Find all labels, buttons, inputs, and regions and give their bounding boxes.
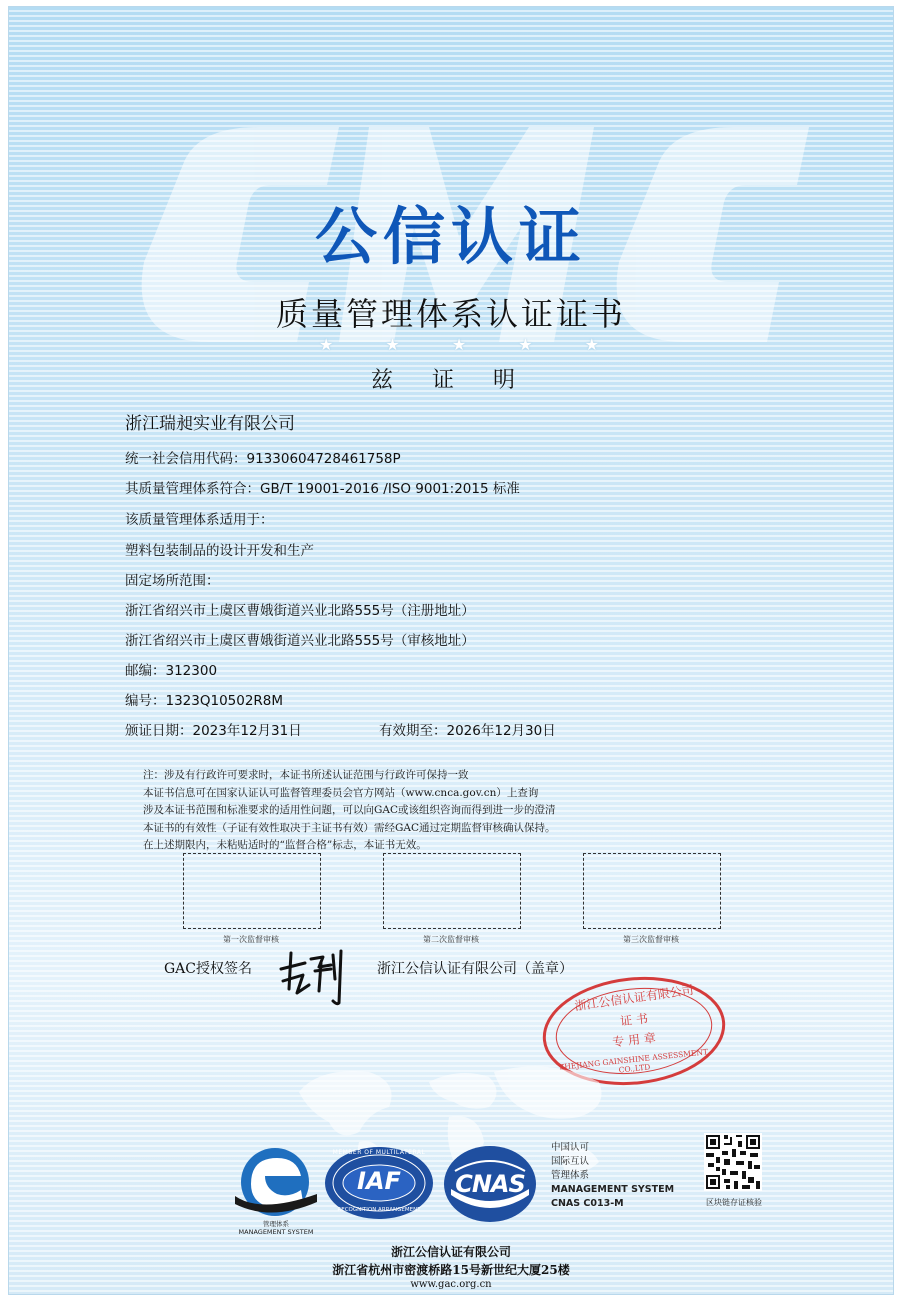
iaf-top-text: MEMBER OF MULTILATERAL <box>332 1149 426 1156</box>
iaf-name: IAF <box>357 1167 401 1195</box>
cnas-info-line: CNAS C013-M <box>551 1198 624 1209</box>
cnas-accreditation-info <box>551 1141 674 1211</box>
seal-ring-text-en: ZHEJIANG GAINSHINE ASSESSMENT CO.,LTD <box>558 1047 709 1075</box>
audit-box-label-3: 第三次监督审核 <box>623 935 679 944</box>
ms-label-cn: 管理体系 <box>263 1220 289 1228</box>
company-name: 浙江瑞昶实业有限公司 <box>125 414 295 434</box>
issuer-stamp-label: 浙江公信认证有限公司（盖章） <box>377 961 573 977</box>
star-icon: ★ <box>584 335 599 354</box>
valid-until: 有效期至：2026年12月30日 <box>379 723 556 739</box>
seal-center-line1: 证 书 <box>619 1011 649 1029</box>
certificate-number: 编号：1323Q10502R8M <box>125 693 284 709</box>
handwritten-signature <box>275 945 355 1007</box>
address-audit: 浙江省绍兴市上虞区曹娥街道兴业北路555号（审核地址） <box>125 633 475 649</box>
note-line: 注：涉及有行政许可要求时，本证书所述认证范围与行政许可保持一致 <box>143 769 469 781</box>
qr-code[interactable] <box>704 1133 762 1191</box>
certificate-title: 公信认证 <box>314 200 587 273</box>
management-system-label <box>221 1220 331 1236</box>
scope: 塑料包装制品的设计开发和生产 <box>125 543 314 559</box>
audit-box-1 <box>183 853 321 929</box>
issue-date: 颁证日期：2023年12月31日 <box>125 723 302 739</box>
star-icon: ★ <box>385 335 400 354</box>
address-registered: 浙江省绍兴市上虞区曹娥街道兴业北路555号（注册地址） <box>125 603 475 619</box>
credit-code: 统一社会信用代码：91330604728461758P <box>125 451 401 467</box>
cnas-info-line: 中国认可 <box>551 1142 590 1153</box>
audit-box-2 <box>383 853 521 929</box>
note-line: 在上述期限内，未粘贴适时的“监督合格”标志，本证书无效。 <box>143 839 427 852</box>
ms-label-en: MANAGEMENT SYSTEM <box>238 1228 314 1236</box>
cnas-info-line: 管理体系 <box>551 1170 590 1181</box>
standard: 其质量管理体系符合：GB/T 19001-2016 /ISO 9001:2015 标准 <box>125 481 520 497</box>
footer-company: 浙江公信认证有限公司 <box>390 1245 511 1259</box>
hereby-certify: 兹 证 明 <box>371 368 531 393</box>
audit-box-label-1: 第一次监督审核 <box>223 935 279 944</box>
certificate <box>8 6 894 1295</box>
notes <box>143 767 556 855</box>
iaf-bottom-text: RECOGNITION ARRANGEMENT <box>337 1207 421 1213</box>
star-icon: ★ <box>518 335 533 354</box>
seal-center-line2: 专 用 章 <box>611 1030 657 1050</box>
cnas-info-line: 国际互认 <box>551 1156 590 1167</box>
note-line: 本证书的有效性（子证有效性取决于主证书有效）需经GAC通过定期监督审核确认保持。 <box>143 821 556 834</box>
cnas-info-line: MANAGEMENT SYSTEM <box>551 1184 675 1195</box>
star-row <box>319 335 599 354</box>
seal-ring-text: 浙江公信认证有限公司 <box>573 982 695 1014</box>
audit-box-label-2: 第二次监督审核 <box>423 935 479 944</box>
cnas-name: CNAS <box>455 1170 525 1198</box>
signature-label: GAC授权签名 <box>164 961 253 977</box>
star-icon: ★ <box>451 335 467 354</box>
certificate-subtitle: 质量管理体系认证证书 <box>275 295 626 333</box>
management-system-logo <box>231 1144 321 1220</box>
footer-website[interactable]: www.gac.org.cn <box>410 1279 492 1290</box>
footer-address: 浙江省杭州市密渡桥路15号新世纪大厦25楼 <box>332 1263 570 1277</box>
scope-label: 该质量管理体系适用于： <box>125 512 274 528</box>
postcode: 邮编：312300 <box>125 663 218 679</box>
qr-label: 区块链存证核验 <box>706 1198 762 1207</box>
audit-box-3 <box>583 853 721 929</box>
note-line: 涉及本证书范围和标准要求的适用性问题，可以向GAC或该组织咨询而得到进一步的澄清 <box>143 804 556 817</box>
star-icon: ★ <box>319 335 334 354</box>
site-label: 固定场所范围： <box>125 573 220 589</box>
note-line: 本证书信息可在国家认证认可监督管理委员会官方网站（www.cnca.gov.cn）上查询 <box>143 786 539 799</box>
